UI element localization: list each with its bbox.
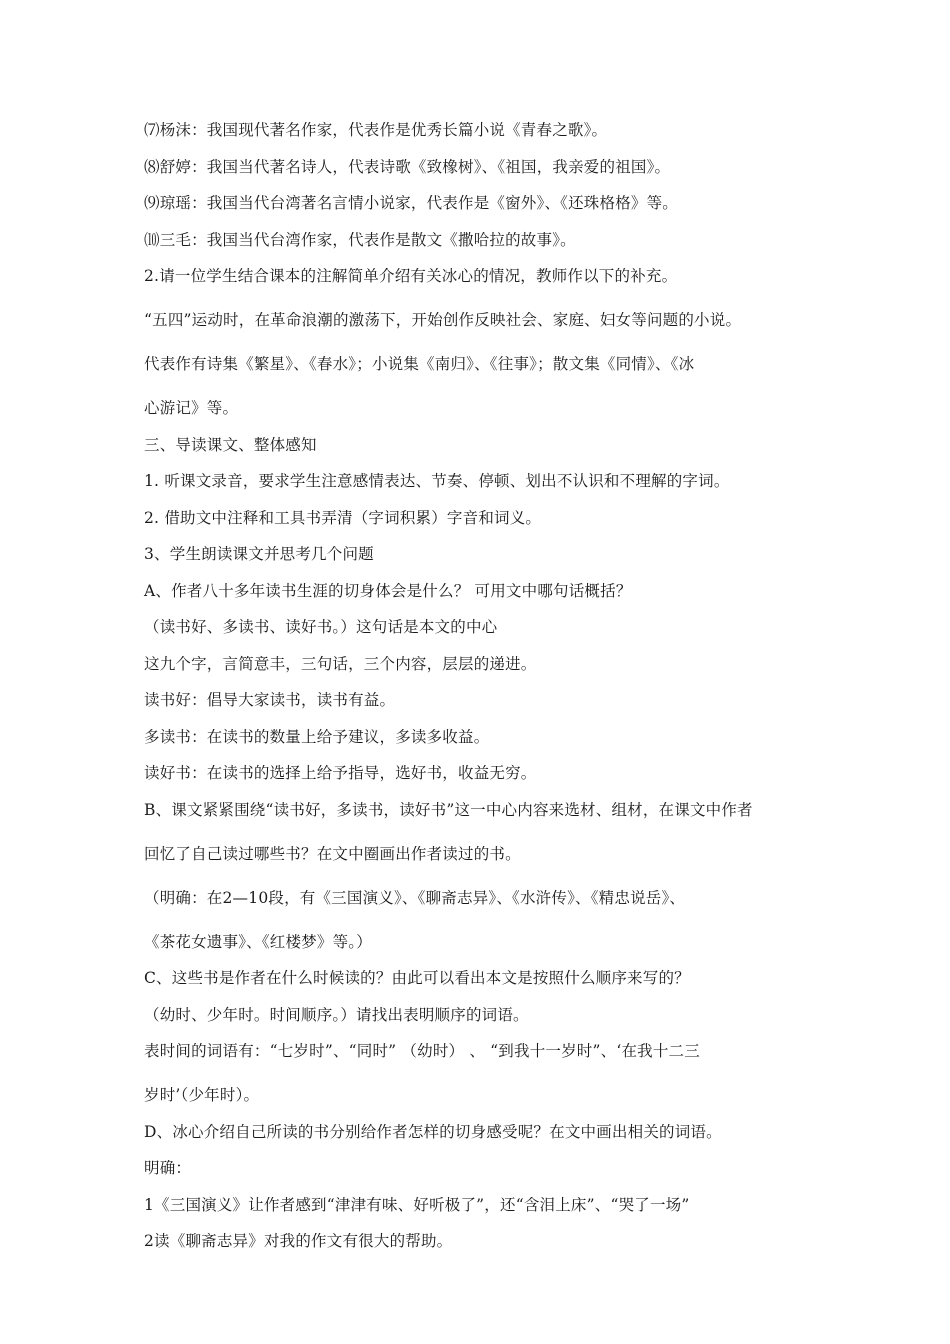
text-line: ⑻舒婷：我国当代著名诗人，代表诗歌《致橡树》、《祖国，我亲爱的祖国》。: [144, 157, 671, 176]
text-line: （明确：在2—10段，有《三国演义》、《聊斋志异》、《水浒传》、《精忠说岳》、: [144, 888, 686, 907]
text-line: 代表作有诗集《繁星》、《春水》；小说集《南归》、《往事》；散文集《同情》、《冰: [144, 355, 695, 373]
text-line: ⑺杨沫：我国现代著名作家，代表作是优秀长篇小说《青春之歌》。: [144, 121, 608, 139]
text-line: 回忆了自己读过哪些书？在文中圈画出作者读过的书。: [144, 844, 521, 863]
text-line: 3、学生朗读课文并思考几个问题: [144, 545, 374, 563]
text-line: 2读《聊斋志异》对我的作文有很大的帮助。: [144, 1232, 453, 1250]
document-body: [144, 120, 816, 1251]
text-line: “五四”运动时，在革命浪潮的激荡下，开始创作反映社会、家庭、妇女等问题的小说。: [144, 311, 742, 329]
text-line: ⑼琼瑶：我国当代台湾著名言情小说家，代表作是《窗外》、《还珠格格》等。: [144, 194, 679, 212]
text-line: C、这些书是作者在什么时候读的？由此可以看出本文是按照什么顺序来写的？: [144, 969, 690, 987]
text-line: 明确：: [144, 1159, 192, 1177]
text-line: 多读书：在读书的数量上给予建议，多读多收益。: [144, 727, 490, 746]
text-line: 表时间的词语有：“七岁时”、“同时” （幼时） 、 “到我十一岁时”、‘在我十二三: [144, 1042, 700, 1060]
text-line: A、作者八十多年读书生涯的切身体会是什么？ 可用文中哪句话概括？: [144, 581, 632, 600]
text-line: （幼时、少年时。时间顺序。）请找出表明顺序的词语。: [144, 1005, 529, 1024]
text-line: 这九个字，言简意丰，三句话，三个内容，层层的递进。: [144, 654, 537, 673]
text-line: 2.请一位学生结合课本的注解简单介绍有关冰心的情况，教师作以下的补充。: [144, 267, 678, 285]
text-line: 读好书：在读书的选择上给予指导，选好书，收益无穷。: [144, 764, 537, 782]
text-line: B、课文紧紧围绕“读书好，多读书，读好书”这一中心内容来选材、组材，在课文中作者: [144, 800, 753, 819]
text-line: D、冰心介绍自己所读的书分别给作者怎样的切身感受呢？在文中画出相关的词语。: [144, 1122, 722, 1141]
section-heading: 三、导读课文、整体感知: [144, 435, 317, 454]
text-line: 1. 听课文录音，要求学生注意感情表达、节奏、停顿、划出不认识和不理解的字词。: [144, 472, 730, 490]
text-line: 1《三国演义》让作者感到“津津有味、好听极了”，还“含泪上床”、“哭了一场”: [144, 1195, 690, 1214]
text-line: 2. 借助文中注释和工具书弄清（字词积累）字音和词义。: [144, 508, 542, 527]
text-line: 心游记》等。: [144, 399, 239, 417]
text-line: （读书好、多读书、读好书。）这句话是本文的中心: [144, 618, 498, 636]
text-line: 岁时’（少年时）。: [144, 1086, 260, 1104]
text-line: 《茶花女遗事》、《红楼梦》等。）: [144, 932, 372, 951]
text-line: ⑽三毛：我国当代台湾作家，代表作是散文《撒哈拉的故事》。: [144, 230, 576, 249]
text-line: 读书好：倡导大家读书，读书有益。: [144, 691, 396, 709]
